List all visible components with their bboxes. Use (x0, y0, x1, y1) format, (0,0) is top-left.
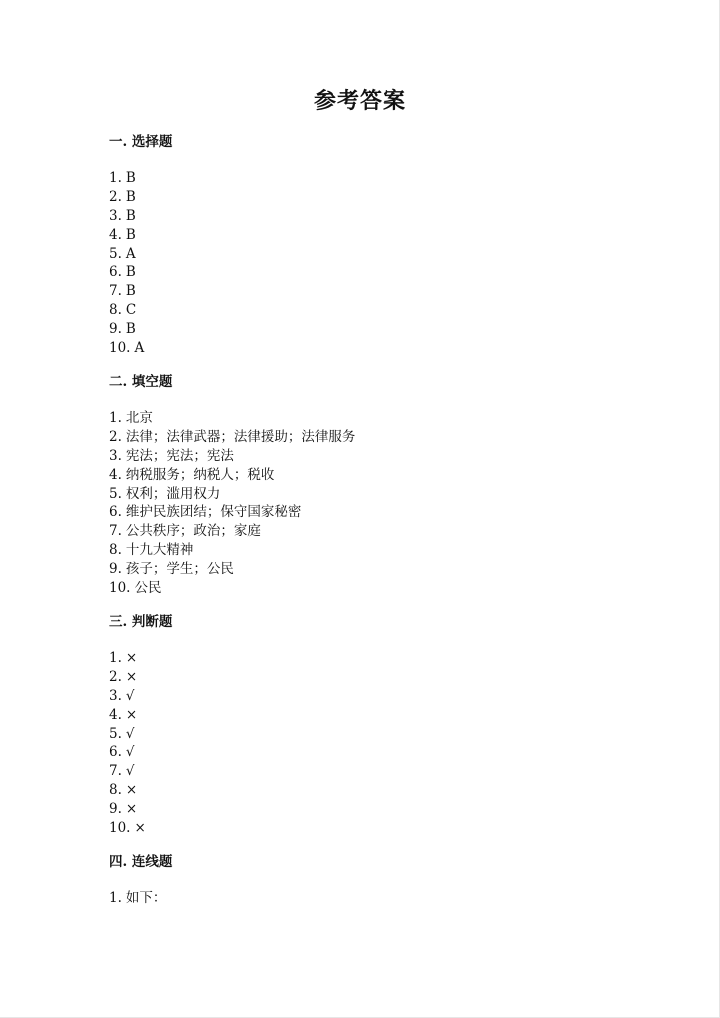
list-item: 6. √ (109, 744, 135, 761)
section-heading-fill-in: 二. 填空题 (109, 374, 173, 390)
list-item: 1. 北京 (109, 410, 153, 426)
section-heading-matching: 四. 连线题 (109, 854, 173, 870)
section-heading-true-false: 三. 判断题 (109, 614, 173, 630)
list-item: 3. √ (109, 687, 135, 704)
list-item: 7. √ (109, 763, 135, 780)
list-item: 1. B (109, 170, 136, 186)
list-item: 8. C (109, 302, 137, 319)
answer-list-fill-in (109, 409, 355, 598)
list-item: 8. × (109, 782, 138, 799)
list-item: 3. B (109, 207, 136, 224)
list-item: 10. A (109, 340, 145, 357)
list-item: 1. × (109, 650, 138, 666)
list-item: 1. 如下： (109, 890, 167, 906)
list-item: 7. 公共秩序；政治；家庭 (109, 523, 261, 540)
list-item: 9. B (109, 321, 136, 338)
list-item: 5. A (109, 245, 136, 262)
list-item: 4. B (109, 226, 136, 243)
list-item: 2. × (109, 668, 138, 685)
list-item: 2. 法律；法律武器；法律援助；法律服务 (109, 428, 356, 445)
list-item: 2. B (109, 188, 136, 205)
answer-list-matching (109, 889, 166, 908)
list-item: 4. × (109, 706, 138, 723)
list-item: 7. B (109, 283, 136, 300)
list-item: 6. 维护民族团结；保守国家秘密 (109, 504, 302, 521)
list-item: 10. × (109, 820, 146, 837)
list-item: 9. 孩子；学生；公民 (109, 561, 234, 578)
answer-list-true-false (109, 649, 146, 838)
list-item: 10. 公民 (109, 580, 162, 597)
list-item: 9. × (109, 801, 138, 818)
section-heading-multiple-choice: 一. 选择题 (109, 134, 173, 150)
page-title: 参考答案 (313, 88, 406, 114)
list-item: 5. 权利；滥用权力 (109, 485, 221, 502)
list-item: 3. 宪法；宪法；宪法 (109, 447, 234, 464)
answer-list-multiple-choice (109, 169, 144, 358)
list-item: 6. B (109, 264, 136, 281)
list-item: 4. 纳税服务；纳税人；税收 (109, 466, 275, 483)
list-item: 8. 十九大精神 (109, 542, 194, 559)
list-item: 5. √ (109, 725, 135, 742)
